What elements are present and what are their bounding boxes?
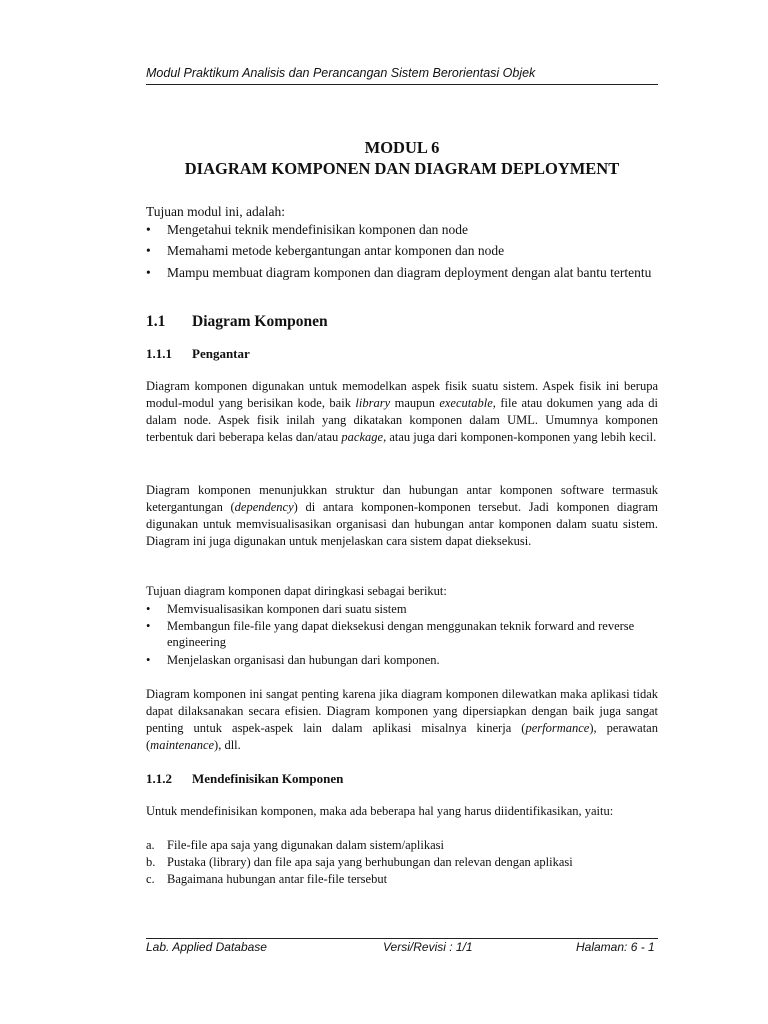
objective-text: Mampu membuat diagram komponen dan diagram deployment dengan alat bantu tertentu — [167, 265, 652, 280]
list-letter: a. — [146, 838, 155, 852]
bullet-icon: • — [146, 619, 151, 633]
section-number: 1.1.2 — [146, 771, 172, 786]
define-item — [146, 837, 658, 854]
define-text: File-file apa saja yang digunakan dalam sistem/aplikasi — [167, 838, 445, 852]
define-intro: Untuk mendefinisikan komponen, maka ada beberapa hal yang harus diidentifikasikan, yaitu: — [146, 804, 614, 818]
objectives-intro: Tujuan modul ini, adalah: — [146, 204, 285, 219]
bullet-icon: • — [146, 222, 151, 237]
objective-text: Mengetahui teknik mendefinisikan komponen dan node — [167, 222, 469, 237]
objective-text: Memahami metode kebergantungan antar komponen dan node — [167, 243, 505, 258]
section-number: 1.1.1 — [146, 346, 172, 361]
purpose-text: Memvisualisasikan komponen dari suatu sistem — [167, 602, 407, 616]
purpose-intro: Tujuan diagram komponen dapat diringkasi sebagai berikut: — [146, 584, 447, 598]
section-heading-1-1-2 — [146, 771, 343, 787]
paragraph-importance: Diagram komponen ini sangat penting karena jika diagram komponen dilewatkan maka aplikasi tidak dapat dilaksanakan secara efisien. Diagram komponen yang dipersiapkan dengan baik juga sangat penting untuk aspek-aspek lain dalam aplikasi misalnya kinerja (performance), perawatan (maintenance), dll. — [146, 687, 658, 752]
bullet-icon: • — [146, 602, 151, 616]
bullet-icon: • — [146, 243, 151, 258]
define-text: Bagaimana hubungan antar file-file tersebut — [167, 872, 388, 886]
footer-page: Halaman: 6 - 1 — [576, 940, 655, 954]
bullet-icon: • — [146, 653, 151, 667]
section-number: 1.1 — [146, 313, 166, 330]
objective-item — [146, 264, 658, 282]
purpose-item — [146, 652, 658, 668]
footer-version: Versi/Revisi : 1/1 — [383, 940, 473, 954]
objective-item — [146, 242, 658, 260]
paragraph-intro: Diagram komponen digunakan untuk memodelkan aspek fisik suatu sistem. Aspek fisik ini berupa modul-modul yang berisikan kode, baik library maupun executable, file atau dokumen yang ada di dalam node. Aspek fisik inilah yang dikatakan komponen dalam UML. Umumnya komponen terbentuk dari beberapa kelas dan/atau package, atau juga dari komponen-komponen yang lebih kecil. — [146, 379, 658, 444]
section-title: Pengantar — [192, 346, 250, 361]
footer-lab: Lab. Applied Database — [146, 940, 267, 954]
paragraph-structure: Diagram komponen menunjukkan struktur dan hubungan antar komponen software termasuk ketergantungan (dependency) di antara komponen-komponen tersebut. Jadi komponen diagram digunakan untuk memvisualisasikan organisasi dan hubungan antar komponen dalam suatu sistem. Diagram ini juga digunakan untuk menjelaskan cara sistem dapat dieksekusi. — [146, 483, 658, 548]
section-title: Mendefinisikan Komponen — [192, 771, 344, 786]
define-text: Pustaka (library) dan file apa saja yang berhubungan dan relevan dengan aplikasi — [167, 855, 573, 869]
purpose-text: Menjelaskan organisasi dan hubungan dari komponen. — [167, 653, 440, 667]
purpose-text: Membangun file-file yang dapat dieksekusi dengan menggunakan teknik forward and reverse engineering — [167, 619, 635, 649]
list-letter: b. — [146, 855, 156, 869]
bullet-icon: • — [146, 265, 151, 280]
module-number: MODUL 6 — [364, 138, 440, 157]
header-divider — [146, 84, 658, 85]
purpose-item — [146, 601, 658, 617]
section-heading-1-1-1 — [146, 346, 250, 362]
section-heading-1-1 — [146, 313, 328, 331]
module-title: DIAGRAM KOMPONEN DAN DIAGRAM DEPLOYMENT — [184, 159, 620, 178]
define-item — [146, 854, 658, 871]
list-letter: c. — [146, 872, 155, 886]
section-title: Diagram Komponen — [192, 313, 328, 330]
objective-item — [146, 221, 658, 239]
define-item — [146, 871, 658, 888]
running-header: Modul Praktikum Analisis dan Perancangan Sistem Berorientasi Objek — [146, 66, 536, 80]
footer-divider — [146, 938, 658, 939]
purpose-item — [146, 618, 658, 650]
